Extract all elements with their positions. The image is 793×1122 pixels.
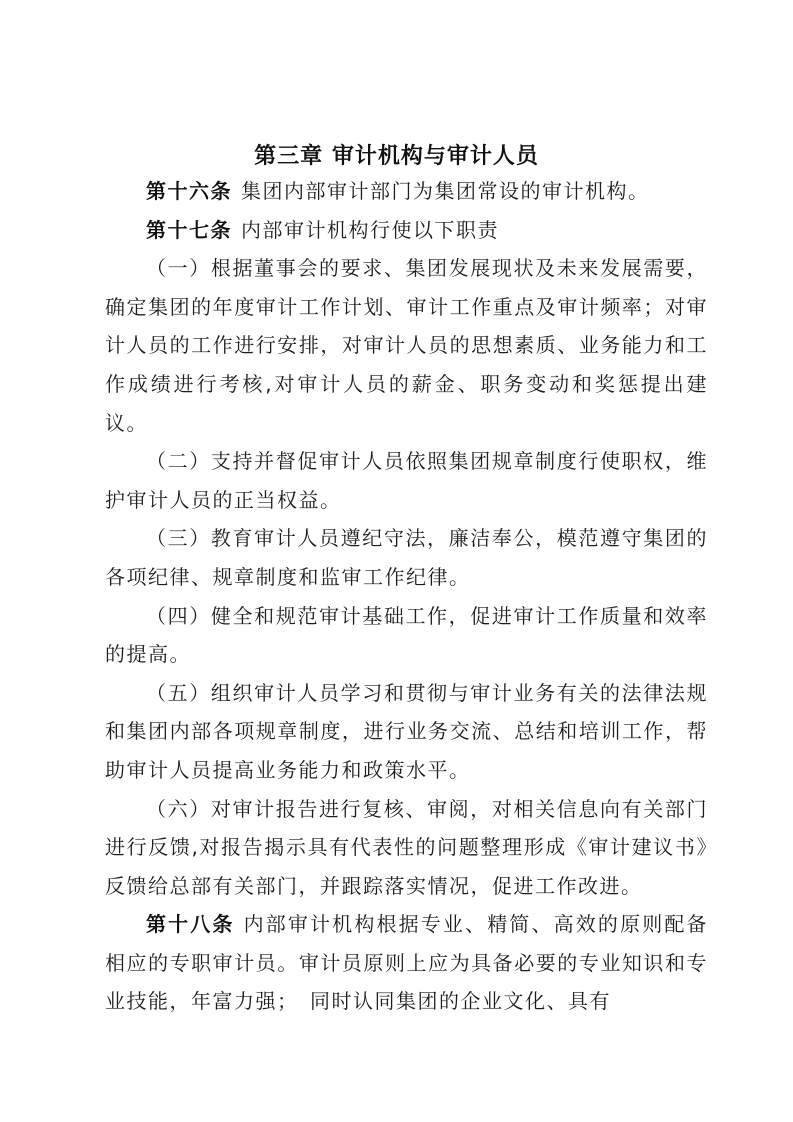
paragraph	[105, 172, 708, 211]
document-body	[105, 172, 708, 1021]
paragraph-text: （一）根据董事会的要求、集团发展现状及未来发展需要，确定集团的年度审计工作计划、审计工作重点及审计频率；对审计人员的工作进行安排，对审计人员的思想素质、业务能力和工作成绩进行考核,对审计人员的薪金、职务变动和奖惩提出建议。	[105, 256, 708, 435]
paragraph-text: 集团内部审计部门为集团常设的审计机构。	[241, 179, 650, 203]
paragraph-text: （六）对审计报告进行复核、审阅，对相关信息向有关部门进行反馈,对报告揭示具有代表性的问题整理形成《审计建议书》反馈给总部有关部门，并跟踪落实情况，促进工作改进。	[105, 796, 708, 898]
chapter-title: 第三章 审计机构与审计人员	[254, 144, 539, 169]
paragraph	[105, 674, 708, 790]
paragraph-text: （四）健全和规范审计基础工作，促进审计工作质量和效率的提高。	[105, 603, 708, 667]
paragraph	[105, 442, 708, 519]
paragraph	[105, 211, 708, 250]
paragraph	[105, 597, 708, 674]
paragraph-text: （二）支持并督促审计人员依照集团规章制度行使职权，维护审计人员的正当权益。	[105, 449, 708, 512]
paragraph-text: （三）教育审计人员遵纪守法，廉洁奉公，模范遵守集团的各项纪律、规章制度和监审工作纪律。	[105, 526, 708, 589]
paragraph-text: 内部审计机构根据专业、精简、高效的原则配备相应的专职审计员。审计员原则上应为具备必要的专业知识和专业技能，年富力强； 同时认同集团的企业文化、具有	[105, 912, 709, 1014]
article-label: 第十八条	[146, 912, 235, 937]
paragraph	[105, 519, 708, 596]
article-label: 第十六条	[146, 179, 232, 203]
paragraph-text: （五）组织审计人员学习和贯彻与审计业务有关的法律法规和集团内部各项规章制度，进行业务交流、总结和培训工作，帮助审计人员提高业务能力和政策水平。	[105, 680, 708, 782]
article-label: 第十七条	[146, 217, 232, 242]
paragraph-text: 内部审计机构行使以下职责	[241, 217, 499, 242]
paragraph	[105, 905, 708, 1021]
paragraph	[105, 790, 708, 906]
paragraph	[105, 249, 708, 442]
